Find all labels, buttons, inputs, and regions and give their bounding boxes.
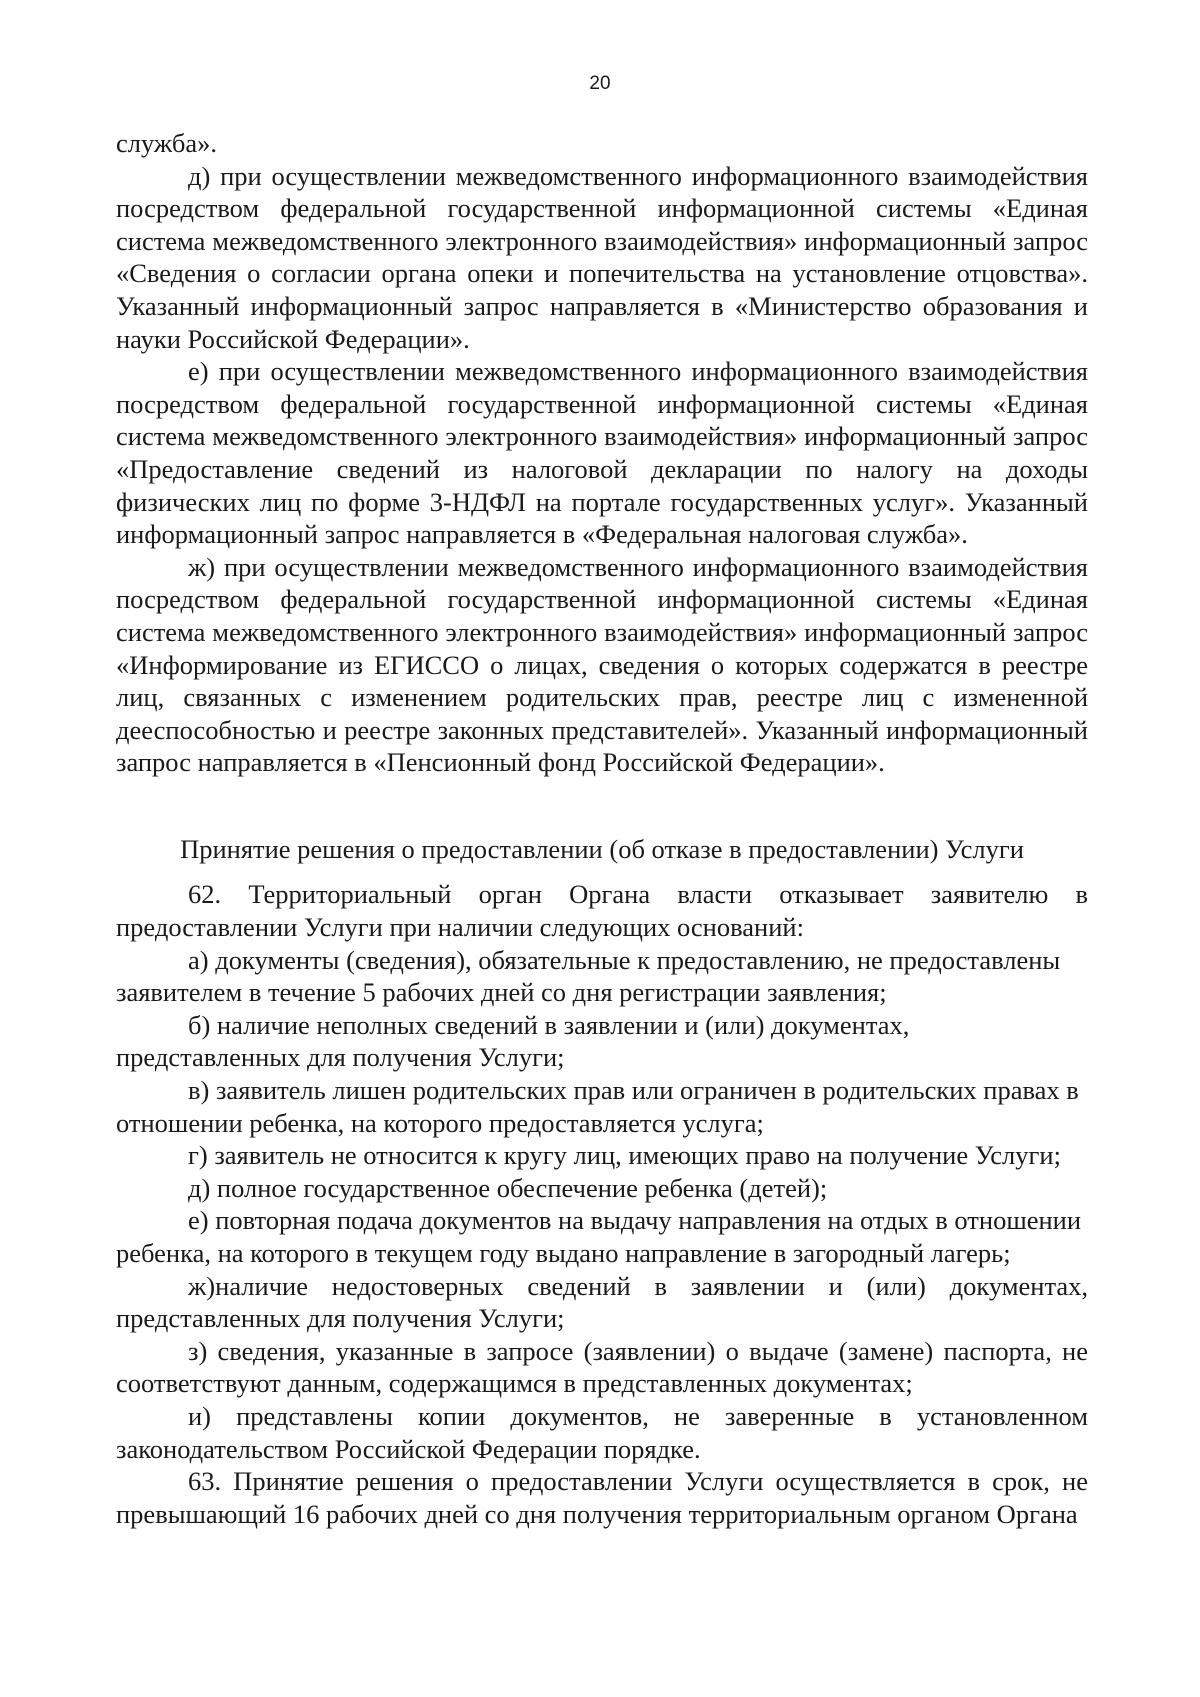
paragraph: 63. Принятие решения о предоставлении Услуги осуществляется в срок, не превышающий 16 рабочих дней со дня получения территориальным органом Органа bbox=[116, 1466, 1088, 1529]
paragraph: 62. Территориальный орган Органа власти отказывает заявителю в предоставлении Услуги при наличии следующих оснований: bbox=[116, 879, 1088, 943]
pre-section bbox=[116, 127, 1088, 779]
paragraph: д) полное государственное обеспечение ребенка (детей); bbox=[188, 1172, 828, 1203]
page-number: 20 bbox=[589, 73, 611, 94]
paragraph: е) повторная подача документов на выдачу направления на отдых в отношении ребенка, на которого в текущем году выдано направление в загородный лагерь; bbox=[116, 1205, 1082, 1268]
section-heading: Принятие решения о предоставлении (об отказе в предоставлении) Услуги bbox=[180, 833, 1024, 864]
paragraph: д) при осуществлении межведомственного информационного взаимодействия посредством федеральной государственной информационной системы «Единая система межведомственного электронного взаимодействия» информационный запрос «Сведения о согласии органа опеки и попечительства на установление отцовства». Указанный информационный запрос направляется в «Министерство образования и науки Российской Федерации». bbox=[116, 160, 1088, 354]
paragraph: б) наличие неполных сведений в заявлении и (или) документах, представленных для получения Услуги; bbox=[116, 1009, 910, 1073]
paragraph: служба». bbox=[116, 128, 217, 158]
document-body bbox=[116, 127, 1088, 1530]
paragraph: в) заявитель лишен родительских прав или ограничен в родительских правах в отношении ребенка, на которого предоставляется услуга; bbox=[116, 1075, 1079, 1138]
paragraph: з) сведения, указанные в запросе (заявлении) о выдаче (замене) паспорта, не соответствуют данным, содержащимся в представленных документах; bbox=[116, 1335, 1088, 1399]
paragraph: е) при осуществлении межведомственного информационного взаимодействия посредством федеральной государственной информационной системы «Единая система межведомственного электронного взаимодействия» информационный запрос «Предоставление сведений из налоговой декларации по налогу на доходы физических лиц по форме 3-НДФЛ на портале государственных услуг». Указанный информационный запрос направляется в «Федеральная налоговая служба». bbox=[116, 356, 1088, 550]
paragraph: и) представлены копии документов, не заверенные в установленном законодательством Российской Федерации порядке. bbox=[116, 1400, 1088, 1464]
post-section bbox=[116, 878, 1088, 1530]
paragraph: ж) при осуществлении межведомственного информационного взаимодействия посредством федеральной государственной информационной системы «Единая система межведомственного электронного взаимодействия» информационный запрос «Информирование из ЕГИССО о лицах, сведения о которых содержатся в реестре лиц, связанных с изменением родительских прав, реестре лиц с измененной дееспособностью и реестре законных представителей». Указанный информационный запрос направляется в «Пенсионный фонд Российской Федерации». bbox=[116, 551, 1088, 778]
paragraph: а) документы (сведения), обязательные к предоставлению, не предоставлены заявителем в течение 5 рабочих дней со дня регистрации заявления; bbox=[116, 944, 1061, 1008]
paragraph: ж)наличие недостоверных сведений в заявлении и (или) документах, представленных для получения Услуги; bbox=[116, 1270, 1088, 1334]
paragraph: г) заявитель не относится к кругу лиц, имеющих право на получение Услуги; bbox=[188, 1140, 1061, 1171]
